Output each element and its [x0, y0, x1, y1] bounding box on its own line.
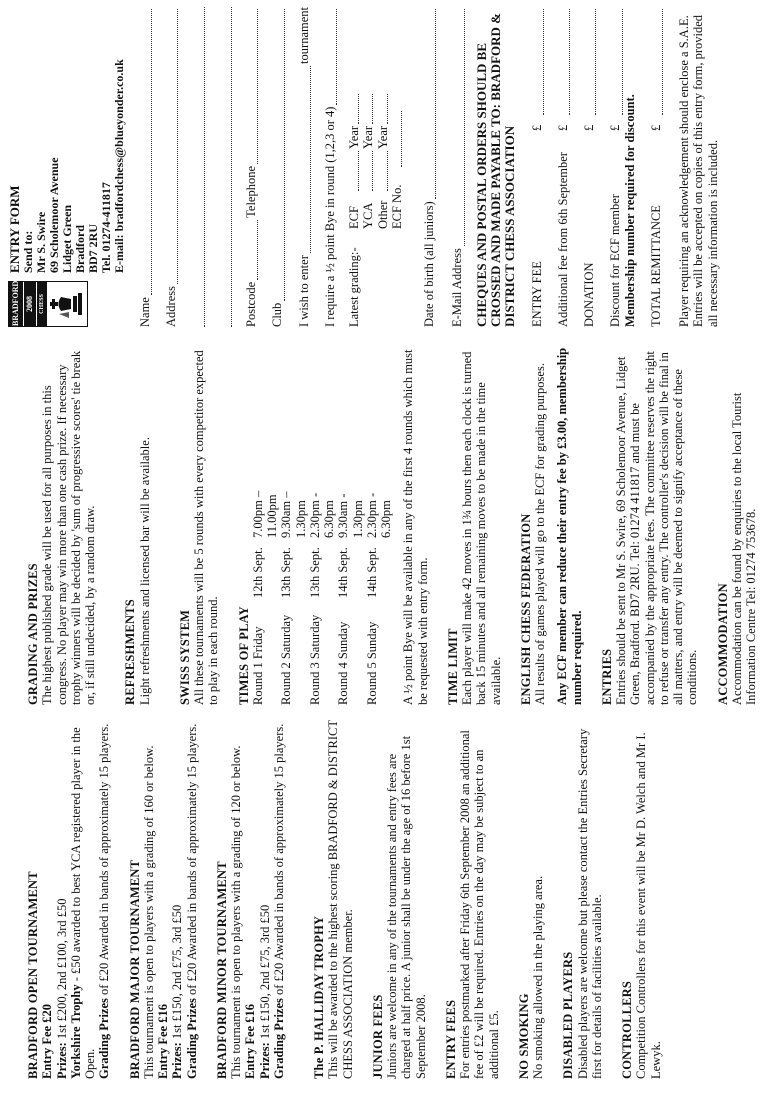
congress-logo: [8, 281, 88, 327]
yca-year-label: Year: [361, 125, 376, 149]
address-field[interactable]: [164, 7, 178, 327]
open-prizes-label: Prizes:: [54, 1042, 69, 1079]
time-limit-title: TIME LIMIT: [445, 628, 460, 705]
recipient-city: Bradford: [72, 225, 87, 273]
ecf-year-label: Year: [347, 125, 362, 149]
email-line[interactable]: [453, 9, 465, 246]
total-row[interactable]: [649, 7, 663, 327]
other-label: Other: [375, 200, 390, 229]
recipient-street: 69 Scholemoor Avenue: [46, 157, 61, 273]
total-currency: £: [648, 124, 663, 131]
entry-fees-section: [444, 719, 501, 1079]
ecf-reduce: Any ECF member can reduce their entry fee by £3.00, membership number required.: [555, 347, 584, 705]
entry-fee-line[interactable]: [532, 9, 544, 115]
other-grade-row[interactable]: [376, 7, 390, 229]
other-year-label: Year: [375, 125, 390, 149]
disabled-title: DISABLED PLAYERS: [561, 951, 576, 1079]
yca-label: YCA: [361, 202, 376, 229]
accommodation-body: Accommodation can be found by enquiries to the local Tourist Information Centre Tel: 01274 753678.: [729, 392, 758, 705]
times-row: [251, 340, 280, 705]
dob-line[interactable]: [424, 9, 436, 199]
yorkshire-trophy-text: - £50 awarded to best YCA registered player in the Open.: [68, 727, 97, 1079]
postcode-label: Postcode: [244, 281, 259, 327]
open-title: BRADFORD OPEN TOURNAMENT: [26, 871, 40, 1079]
yca-grade-row[interactable]: [361, 7, 375, 229]
halliday-section: [312, 719, 355, 1079]
name-field[interactable]: [138, 7, 152, 327]
grading-section: [26, 340, 97, 705]
major-prizes: 1st £150, 2nd £75, 3rd £50: [170, 904, 185, 1043]
name-label: Name: [137, 297, 152, 327]
additional-fee-currency: £: [555, 124, 570, 131]
times-time: 9.30am - 1.30pm: [336, 493, 365, 538]
bye-field[interactable]: [323, 7, 337, 327]
send-to: Send to:: [21, 230, 36, 273]
major-desc: This tournament is open to players with a grading of 160 or below.: [141, 745, 156, 1079]
times-date: 14th Sept.: [336, 547, 351, 598]
times-row: [365, 340, 394, 705]
bye-note: A ½ point Bye will be available in any of the first 4 rounds which must be requested with entry form.: [401, 349, 430, 705]
club-line[interactable]: [273, 9, 285, 301]
address-line[interactable]: [166, 9, 178, 284]
entries-title: ENTRIES: [599, 648, 614, 705]
discount-line[interactable]: [611, 9, 623, 115]
name-line[interactable]: [140, 9, 152, 295]
minor-tournament-section: [215, 719, 286, 1079]
club-field[interactable]: [270, 7, 284, 327]
cheques-notice: CHEQUES AND POSTAL ORDERS SHOULD BE CROSSED AND MADE PAYABLE TO: BRADFORD & DISTRICT CHESS ASSOCIATION: [473, 13, 518, 327]
halliday-title: The P. HALLIDAY TROPHY: [312, 915, 326, 1079]
yca-grade-line[interactable]: [361, 151, 373, 191]
chess-king-icon: [49, 288, 83, 320]
recipient-postcode: BD7 2RU: [85, 223, 100, 273]
time-limit-section: [446, 340, 503, 705]
grading-fields: [347, 7, 404, 327]
telephone-label: Telephone: [244, 165, 259, 218]
entry-fee-label: ENTRY FEE: [529, 261, 544, 327]
times-time: 2.30pm - 6.30pm: [307, 492, 336, 538]
controllers-section: [620, 719, 663, 1079]
major-fee: Entry Fee £16: [156, 1004, 170, 1079]
postcode-telephone-row: [244, 7, 258, 327]
wish-label: I wish to enter: [296, 255, 311, 327]
yorkshire-trophy-label: Yorkshire Trophy: [68, 984, 83, 1079]
minor-prizes-label: Prizes:: [257, 1042, 272, 1079]
major-prizes-label: Prizes:: [170, 1042, 185, 1079]
major-grading-label: Grading Prizes: [184, 998, 199, 1079]
donation-label: DONATION: [582, 262, 597, 327]
other-year-line[interactable]: [376, 94, 388, 124]
no-smoking-body: No smoking allowed in the playing area.: [531, 875, 545, 1079]
other-grade-line[interactable]: [376, 151, 388, 191]
entry-fee-currency: £: [529, 124, 544, 131]
grading-title: GRADING AND PRIZES: [26, 563, 40, 705]
address-line-2[interactable]: [190, 7, 205, 327]
disabled-section: [561, 719, 604, 1079]
times-round: Round 4 Sunday: [336, 621, 351, 705]
times-round: Round 5 Sunday: [364, 621, 379, 705]
entries-section: [600, 340, 700, 705]
discount-row[interactable]: [608, 7, 622, 327]
times-section: [237, 340, 430, 705]
address-label: Address: [163, 286, 178, 327]
entries-body: Entries should be sent to Mr S. Swire, 69 Scholemoor Avenue, Lidget Green, Bradford. BD7 2RU. Tel: 01274 411817 and must be accompanied by the appropriate fees. The committee reserves the right to refuse or transfer any entry. The controller's decision will be final in all matters, and entry will be deemed to signify acceptance of these conditions.: [614, 351, 700, 705]
tournament-label: tournament: [296, 7, 311, 64]
yca-year-line[interactable]: [361, 94, 373, 124]
times-time: 9.30am – 1.30pm: [279, 491, 308, 538]
minor-prizes: 1st £150, 2nd £75, 3rd £50: [257, 904, 272, 1043]
times-round: Round 2 Saturday: [279, 614, 294, 705]
entry-fees-title: ENTRY FEES: [443, 999, 458, 1079]
recipient-email: E-mail: bradfordchess@blueyonder.co.uk: [111, 59, 126, 273]
discount-currency: £: [608, 124, 623, 131]
times-round: Round 1 Friday: [250, 626, 265, 705]
times-date: 13th Sept.: [279, 547, 294, 598]
entry-form: [0, 7, 775, 327]
open-prizes: 1st £200, 2nd £100, 3rd £50: [54, 898, 69, 1043]
refreshments-section: [123, 340, 152, 705]
entry-fee-row[interactable]: [530, 7, 544, 327]
junior-body: Juniors are welcome in any of the tournaments and entry fees are charged at half price. A junior shall be under the age of 16 before 1st September 2008.: [385, 735, 428, 1079]
time-limit-body: Each player will make 42 moves in 1¾ hours then each clock is turned back 15 minutes and all remaining moves to be made in the time available.: [460, 351, 503, 705]
refreshments-body: Light refreshments and licensed bar will be available.: [137, 437, 152, 705]
disabled-body: Disabled players are welcome but please contact the Entries Secretary first for details of facilities available.: [575, 728, 604, 1079]
club-label: Club: [270, 302, 285, 327]
ecf-body: All results of games played will go to the ECF for grading purposes.: [533, 363, 547, 705]
email-field[interactable]: [450, 7, 464, 327]
postcode-line[interactable]: [246, 220, 258, 280]
additional-fee-line[interactable]: [558, 9, 570, 115]
refreshments-title: REFRESHMENTS: [123, 599, 138, 705]
form-title: ENTRY FORM: [7, 185, 22, 273]
times-table: [251, 340, 394, 705]
swiss-body: All these tournaments will be 5 rounds with every competitor expected to play in each round.: [192, 350, 221, 705]
swiss-section: [178, 340, 221, 705]
grading-label: Latest grading:-: [347, 247, 362, 327]
no-smoking-title: NO SMOKING: [516, 993, 531, 1079]
major-grading-text: of £20 Awarded in bands of approximately 15 players.: [184, 723, 199, 999]
times-date: 13th Sept.: [307, 547, 322, 598]
ecf-number-label: ECF No.: [389, 184, 404, 229]
discount-label: Discount for ECF member: [608, 194, 623, 327]
junior-title: JUNIOR FEES: [370, 994, 385, 1079]
tournament-line[interactable]: [299, 66, 311, 253]
major-title: BRADFORD MAJOR TOURNAMENT: [127, 859, 142, 1079]
grading-body: The highest published grade will be used for all purposes in this congress. No player may win more than one cash prize. If necessary trophy winners will be decided by 'sum of progressive scores' tie break or, if still undecided, by a random draw.: [40, 350, 97, 705]
acknowledgement-note: Player requiring an acknowledgement should enclose a S.A.E. Entries will be accepted on copies of this entry form, provided all necessary information is included.: [677, 14, 720, 327]
donation-line[interactable]: [584, 9, 596, 115]
recipient-area: Lidget Green: [59, 204, 74, 273]
times-row: [336, 340, 365, 705]
times-round: Round 3 Saturday: [307, 614, 322, 705]
major-tournament-section: [128, 719, 199, 1079]
times-row: [279, 340, 308, 705]
ecf-year-line[interactable]: [347, 94, 359, 124]
donation-currency: £: [582, 124, 597, 131]
open-grading-label: Grading Prizes: [97, 998, 112, 1079]
membership-note: Membership number required for discount.: [622, 94, 637, 327]
logo-line1: BRADFORD: [9, 282, 23, 326]
bye-label: I require a ½ point Bye in round (1,2,3 or 4): [322, 106, 337, 327]
recipient-name: Mr S. Swire: [33, 211, 48, 273]
minor-fee: Entry Fee £16: [243, 1004, 258, 1079]
times-date: 14th Sept.: [364, 547, 379, 598]
middle-column: [0, 340, 775, 705]
recipient-tel: Tel. 01274-411817: [98, 182, 113, 273]
ecf-label: ECF: [347, 206, 362, 229]
donation-row[interactable]: [582, 7, 596, 327]
total-label: TOTAL REMITTANCE: [648, 205, 663, 327]
address-block: [8, 59, 126, 273]
left-column: [0, 719, 775, 1079]
junior-fees-section: [371, 719, 428, 1079]
ecf-number-line[interactable]: [390, 111, 402, 167]
times-date: 12th Sept.: [250, 547, 265, 598]
minor-title: BRADFORD MINOR TOURNAMENT: [214, 861, 229, 1079]
open-tournament-section: [26, 719, 112, 1079]
logo-line2: 2008: [23, 282, 36, 326]
email-label: E-Mail Address: [450, 248, 465, 327]
swiss-title: SWISS SYSTEM: [177, 609, 192, 705]
ecf-title: ENGLISH CHESS FEDERATION: [518, 513, 533, 705]
minor-desc: This tournament is open to players with a grading of 120 or below.: [229, 745, 243, 1079]
halliday-body: This will be awarded to the highest scoring BRADFORD & DISTRICT CHESS ASSOCIATION member.: [326, 720, 355, 1079]
form-header: [8, 7, 126, 327]
open-grading-text: of £20 Awarded in bands of approximately 15 players.: [97, 723, 112, 999]
times-time: 7.00pm – 11.00pm: [250, 490, 279, 538]
minor-grading-text: of £20 Awarded in bands of approximately 15 players.: [271, 723, 286, 999]
times-time: 2.30pm - 6.30pm: [364, 492, 393, 538]
accommodation-section: [716, 340, 759, 705]
times-title: TIMES OF PLAY: [236, 606, 251, 705]
ecf-number-row[interactable]: [390, 7, 404, 229]
tournament-field[interactable]: [297, 7, 311, 327]
times-row: [308, 340, 337, 705]
entry-fees-body: For entries postmarked after Friday 6th September 2008 an additional fee of £2 will be required. Entries on the day may be subject to an additional £5.: [458, 730, 501, 1079]
bye-line[interactable]: [325, 9, 337, 105]
additional-fee-row[interactable]: [556, 7, 570, 327]
ecf-section: [519, 340, 584, 705]
logo-line3: CHESS: [36, 282, 47, 326]
address-line-3[interactable]: [217, 7, 232, 327]
telephone-line[interactable]: [246, 9, 258, 164]
ecf-grade-line[interactable]: [347, 151, 359, 191]
accommodation-title: ACCOMMODATION: [715, 583, 730, 705]
dob-label: Date of birth (all juniors): [422, 201, 437, 327]
no-smoking-section: [517, 719, 546, 1079]
total-line[interactable]: [651, 9, 663, 115]
ecf-grade-row[interactable]: [347, 7, 361, 229]
minor-grading-label: Grading Prizes: [271, 998, 286, 1079]
dob-field[interactable]: [422, 7, 436, 327]
additional-fee-label: Additional fee from 6th September: [555, 152, 570, 327]
controllers-title: CONTROLLERS: [620, 980, 634, 1079]
open-fee: Entry Fee £20: [40, 1004, 55, 1079]
controllers-body: Competition Controllers for this event will be Mr D. Welch and Mr I. Lewyk.: [634, 732, 663, 1079]
